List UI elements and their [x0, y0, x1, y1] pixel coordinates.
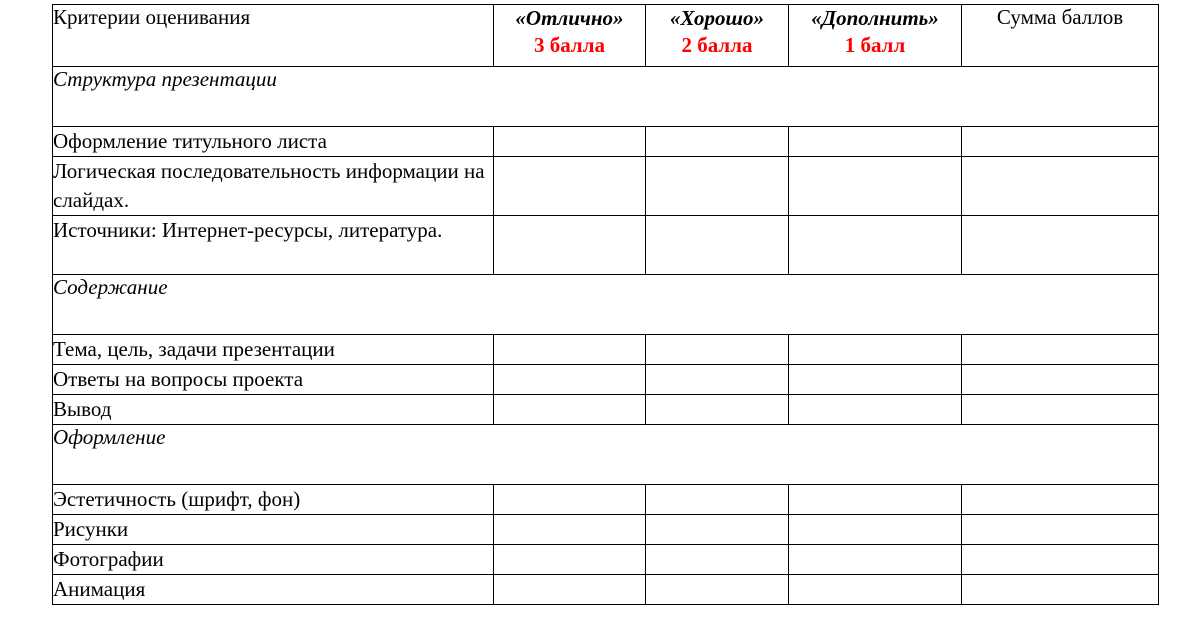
score-cell-excellent[interactable] — [494, 157, 646, 216]
grade-points: 1 балл — [844, 33, 906, 57]
criterion-label: Эстетичность (шрифт, фон) — [53, 485, 494, 515]
grade-header-good — [646, 5, 789, 67]
score-cell-good[interactable] — [646, 515, 789, 545]
score-cell-supplement[interactable] — [789, 365, 962, 395]
score-cell-sum[interactable] — [962, 485, 1159, 515]
score-cell-excellent[interactable] — [494, 575, 646, 605]
score-cell-excellent[interactable] — [494, 216, 646, 275]
score-cell-supplement[interactable] — [789, 515, 962, 545]
score-cell-excellent[interactable] — [494, 515, 646, 545]
score-cell-supplement[interactable] — [789, 127, 962, 157]
sum-header: Сумма баллов — [962, 5, 1159, 67]
grade-label: «Хорошо» — [669, 6, 765, 30]
score-cell-supplement[interactable] — [789, 575, 962, 605]
table-row — [53, 365, 1159, 395]
table-row — [53, 395, 1159, 425]
criterion-label: Логическая последовательность информации на слайдах. — [53, 157, 494, 216]
score-cell-supplement[interactable] — [789, 157, 962, 216]
criterion-label: Источники: Интернет-ресурсы, литература. — [53, 216, 494, 275]
section-row — [53, 275, 1159, 335]
header-row — [53, 5, 1159, 67]
score-cell-sum[interactable] — [962, 575, 1159, 605]
table-row — [53, 545, 1159, 575]
score-cell-sum[interactable] — [962, 216, 1159, 275]
score-cell-good[interactable] — [646, 127, 789, 157]
score-cell-excellent[interactable] — [494, 365, 646, 395]
section-row — [53, 67, 1159, 127]
section-title: Структура презентации — [53, 67, 1159, 127]
section-row — [53, 425, 1159, 485]
score-cell-good[interactable] — [646, 157, 789, 216]
score-cell-sum[interactable] — [962, 365, 1159, 395]
score-cell-sum[interactable] — [962, 515, 1159, 545]
grade-header-excellent — [494, 5, 646, 67]
score-cell-sum[interactable] — [962, 395, 1159, 425]
score-cell-excellent[interactable] — [494, 545, 646, 575]
score-cell-sum[interactable] — [962, 157, 1159, 216]
grade-points: 2 балла — [681, 33, 753, 57]
section-title: Оформление — [53, 425, 1159, 485]
grade-points: 3 балла — [534, 33, 605, 57]
criterion-label: Рисунки — [53, 515, 494, 545]
table-row — [53, 216, 1159, 275]
score-cell-good[interactable] — [646, 216, 789, 275]
table-row — [53, 157, 1159, 216]
criterion-label: Оформление титульного листа — [53, 127, 494, 157]
table-row — [53, 575, 1159, 605]
score-cell-good[interactable] — [646, 365, 789, 395]
score-cell-supplement[interactable] — [789, 335, 962, 365]
score-cell-good[interactable] — [646, 395, 789, 425]
grade-header-supplement — [789, 5, 962, 67]
grade-label: «Дополнить» — [811, 6, 939, 30]
criterion-label: Ответы на вопросы проекта — [53, 365, 494, 395]
score-cell-excellent[interactable] — [494, 485, 646, 515]
score-cell-supplement[interactable] — [789, 216, 962, 275]
table-row — [53, 127, 1159, 157]
score-cell-good[interactable] — [646, 335, 789, 365]
score-cell-supplement[interactable] — [789, 395, 962, 425]
criterion-label: Вывод — [53, 395, 494, 425]
table-row — [53, 335, 1159, 365]
table-row — [53, 485, 1159, 515]
score-cell-sum[interactable] — [962, 545, 1159, 575]
score-cell-good[interactable] — [646, 485, 789, 515]
score-cell-good[interactable] — [646, 545, 789, 575]
score-cell-supplement[interactable] — [789, 545, 962, 575]
criterion-label: Анимация — [53, 575, 494, 605]
score-cell-sum[interactable] — [962, 335, 1159, 365]
score-cell-good[interactable] — [646, 575, 789, 605]
criteria-header: Критерии оценивания — [53, 5, 494, 67]
score-cell-supplement[interactable] — [789, 485, 962, 515]
score-cell-sum[interactable] — [962, 127, 1159, 157]
score-cell-excellent[interactable] — [494, 395, 646, 425]
score-cell-excellent[interactable] — [494, 127, 646, 157]
section-title: Содержание — [53, 275, 1159, 335]
grade-label: «Отлично» — [515, 6, 624, 30]
criterion-label: Тема, цель, задачи презентации — [53, 335, 494, 365]
table-row — [53, 515, 1159, 545]
score-cell-excellent[interactable] — [494, 335, 646, 365]
evaluation-table — [52, 4, 1159, 605]
criterion-label: Фотографии — [53, 545, 494, 575]
